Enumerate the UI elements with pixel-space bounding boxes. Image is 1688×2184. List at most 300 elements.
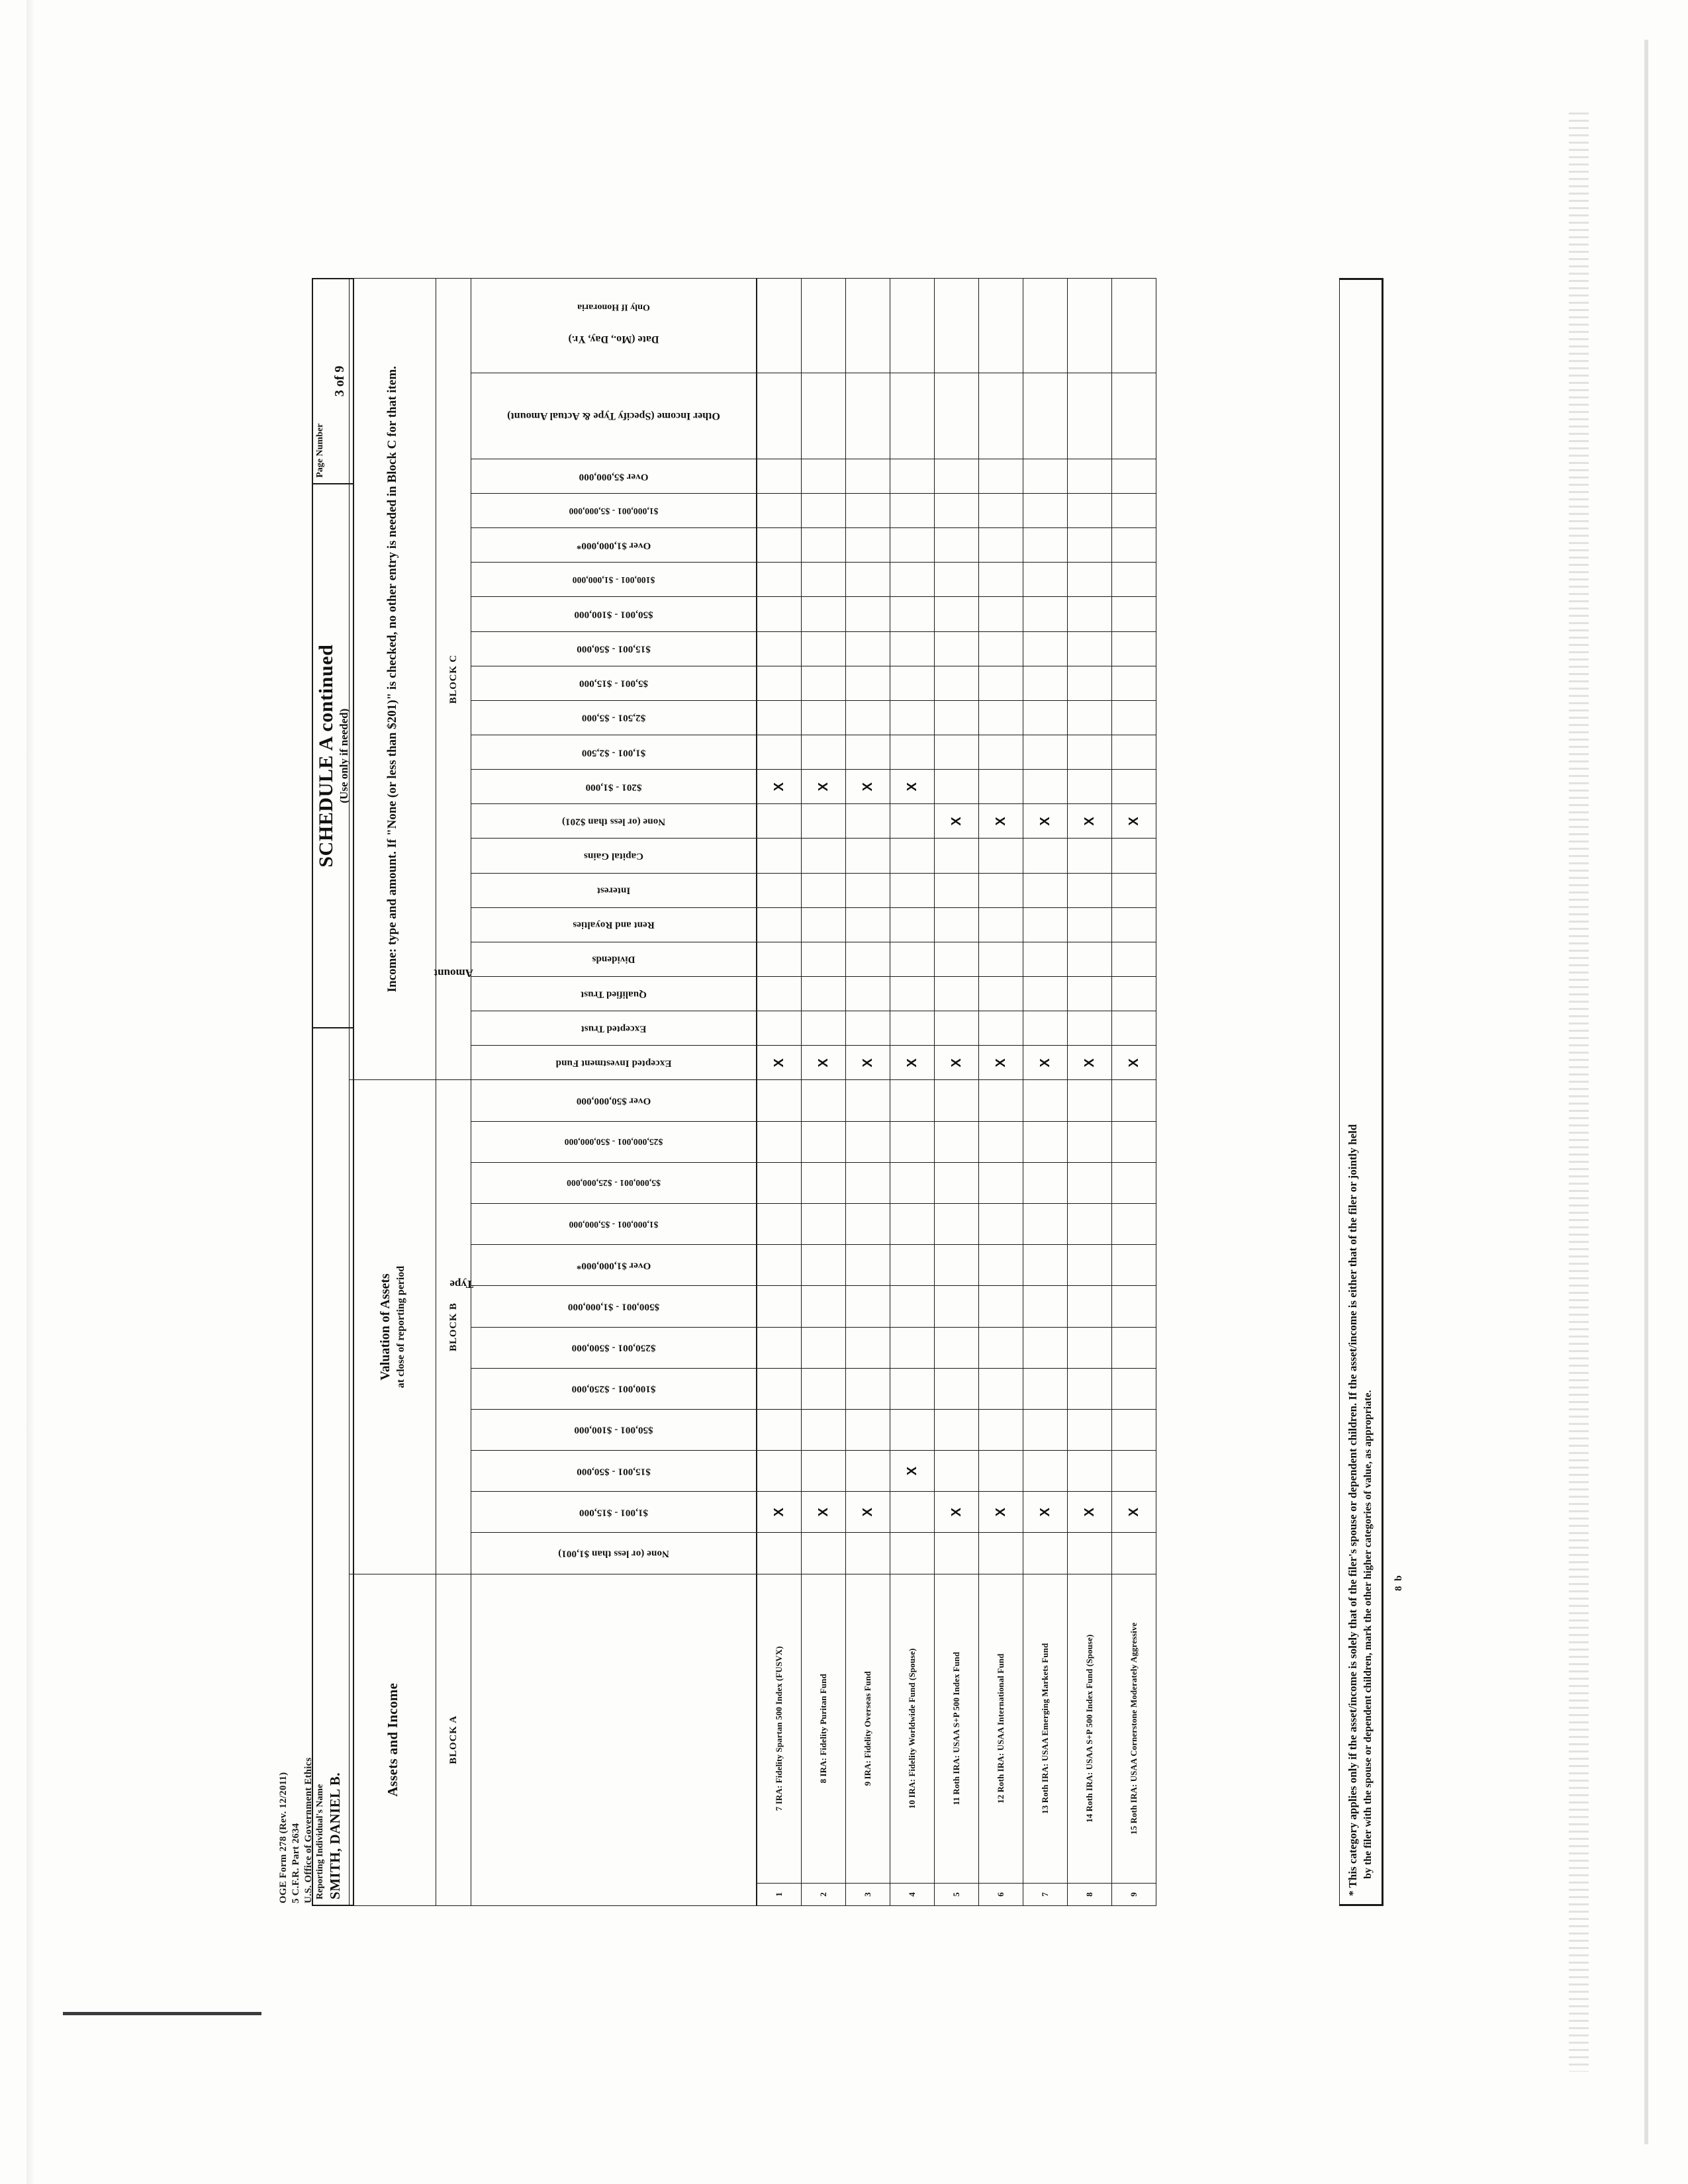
cell-c-qualified-trust[interactable] [1112, 977, 1156, 1011]
cell-c-capital-gains[interactable] [802, 839, 846, 873]
cell-b-15001-50000[interactable] [935, 1451, 979, 1492]
cell-b-none[interactable] [979, 1533, 1023, 1574]
cell-c-dividends[interactable] [1023, 942, 1068, 976]
cell-c-capital-gains[interactable] [846, 839, 890, 873]
cell-c-excepted-trust[interactable] [1023, 1011, 1068, 1046]
cell-c-amt-over-5000000[interactable] [890, 459, 935, 493]
cell-c-other-income[interactable] [1068, 373, 1112, 459]
cell-c-amt-100001-1000000[interactable] [935, 563, 979, 597]
cell-c-amt-none[interactable] [935, 804, 979, 839]
cell-b-none[interactable] [757, 1533, 802, 1574]
cell-c-amt-none[interactable] [846, 804, 890, 839]
asset-description[interactable]: 15 Roth IRA: USAA Cornerstone Moderately Aggressive [1112, 1574, 1156, 1883]
cell-c-amt-2501-5000[interactable] [935, 700, 979, 735]
table-row[interactable] [935, 279, 979, 1906]
cell-b-over-1000000[interactable] [802, 1245, 846, 1286]
cell-c-amt-15001-50000[interactable] [979, 631, 1023, 666]
cell-b-50001-100000[interactable] [935, 1409, 979, 1450]
cell-c-amt-over-1000000[interactable] [979, 528, 1023, 563]
cell-b-250001-500000[interactable] [757, 1327, 802, 1368]
cell-b-1001-15000[interactable] [979, 1492, 1023, 1533]
cell-b-5000001-25000000[interactable] [846, 1162, 890, 1203]
cell-b-none[interactable] [1023, 1533, 1068, 1574]
cell-b-100001-250000[interactable] [757, 1368, 802, 1409]
cell-b-over-1000000[interactable] [1023, 1245, 1068, 1286]
cell-c-amt-over-1000000[interactable] [1068, 528, 1112, 563]
cell-c-amt-1001-2500[interactable] [846, 735, 890, 770]
cell-c-interest[interactable] [1068, 873, 1112, 907]
cell-c-amt-none[interactable] [1068, 804, 1112, 839]
cell-b-50001-100000[interactable] [979, 1409, 1023, 1450]
cell-b-1000001-5000000[interactable] [979, 1204, 1023, 1245]
cell-c-date[interactable] [935, 279, 979, 373]
cell-c-amt-100001-1000000[interactable] [1112, 563, 1156, 597]
cell-b-5000001-25000000[interactable] [757, 1162, 802, 1203]
cell-b-500001-1000000[interactable] [1112, 1286, 1156, 1327]
cell-b-5000001-25000000[interactable] [1023, 1162, 1068, 1203]
cell-b-100001-250000[interactable] [846, 1368, 890, 1409]
cell-c-amt-100001-1000000[interactable] [802, 563, 846, 597]
cell-b-50001-100000[interactable] [1112, 1409, 1156, 1450]
cell-b-15001-50000[interactable] [846, 1451, 890, 1492]
cell-b-none[interactable] [846, 1533, 890, 1574]
cell-b-over-1000000[interactable] [1112, 1245, 1156, 1286]
cell-b-25000001-50000000[interactable] [1023, 1121, 1068, 1162]
cell-c-date[interactable] [1068, 279, 1112, 373]
cell-c-qualified-trust[interactable] [1023, 977, 1068, 1011]
cell-b-25000001-50000000[interactable] [757, 1121, 802, 1162]
cell-c-excepted-trust[interactable] [1068, 1011, 1112, 1046]
cell-c-amt-over-5000000[interactable] [1023, 459, 1068, 493]
cell-c-eif[interactable] [1023, 1046, 1068, 1080]
cell-b-250001-500000[interactable] [1023, 1327, 1068, 1368]
cell-c-capital-gains[interactable] [1112, 839, 1156, 873]
cell-b-100001-250000[interactable] [1068, 1368, 1112, 1409]
cell-c-amt-15001-50000[interactable] [846, 631, 890, 666]
cell-c-amt-2501-5000[interactable] [979, 700, 1023, 735]
cell-c-amt-none[interactable] [757, 804, 802, 839]
cell-b-1001-15000[interactable] [802, 1492, 846, 1533]
cell-c-dividends[interactable] [935, 942, 979, 976]
asset-description[interactable]: 7 IRA: Fidelity Spartan 500 Index (FUSVX) [757, 1574, 802, 1883]
cell-b-25000001-50000000[interactable] [1112, 1121, 1156, 1162]
cell-b-1001-15000[interactable] [1068, 1492, 1112, 1533]
cell-b-50001-100000[interactable] [1068, 1409, 1112, 1450]
cell-c-amt-over-5000000[interactable] [757, 459, 802, 493]
cell-c-date[interactable] [802, 279, 846, 373]
cell-c-amt-over-5000000[interactable] [802, 459, 846, 493]
cell-c-capital-gains[interactable] [1068, 839, 1112, 873]
cell-c-rent-royalties[interactable] [935, 907, 979, 942]
cell-b-500001-1000000[interactable] [935, 1286, 979, 1327]
cell-c-amt-5001-15000[interactable] [935, 666, 979, 700]
cell-c-amt-100001-1000000[interactable] [979, 563, 1023, 597]
cell-c-date[interactable] [979, 279, 1023, 373]
cell-b-50001-100000[interactable] [846, 1409, 890, 1450]
cell-c-qualified-trust[interactable] [935, 977, 979, 1011]
cell-c-amt-1000001-5000000[interactable] [1068, 494, 1112, 528]
table-row[interactable] [1023, 279, 1068, 1906]
cell-b-250001-500000[interactable] [890, 1327, 935, 1368]
cell-c-amt-201-1000[interactable] [1112, 770, 1156, 804]
cell-b-500001-1000000[interactable] [1023, 1286, 1068, 1327]
cell-c-amt-50001-100000[interactable] [757, 597, 802, 631]
cell-c-other-income[interactable] [890, 373, 935, 459]
cell-c-interest[interactable] [890, 873, 935, 907]
cell-b-25000001-50000000[interactable] [802, 1121, 846, 1162]
cell-c-amt-50001-100000[interactable] [1112, 597, 1156, 631]
cell-b-1000001-5000000[interactable] [935, 1204, 979, 1245]
cell-c-amt-100001-1000000[interactable] [757, 563, 802, 597]
cell-c-excepted-trust[interactable] [846, 1011, 890, 1046]
asset-description[interactable]: 10 IRA: Fidelity Worldwide Fund (Spouse) [890, 1574, 935, 1883]
cell-b-100001-250000[interactable] [890, 1368, 935, 1409]
cell-c-rent-royalties[interactable] [1068, 907, 1112, 942]
cell-c-amt-15001-50000[interactable] [890, 631, 935, 666]
cell-c-amt-2501-5000[interactable] [1068, 700, 1112, 735]
cell-b-25000001-50000000[interactable] [979, 1121, 1023, 1162]
cell-c-qualified-trust[interactable] [1068, 977, 1112, 1011]
cell-c-dividends[interactable] [979, 942, 1023, 976]
cell-c-amt-over-1000000[interactable] [935, 528, 979, 563]
cell-c-amt-1001-2500[interactable] [1068, 735, 1112, 770]
cell-c-amt-201-1000[interactable] [1023, 770, 1068, 804]
cell-c-date[interactable] [890, 279, 935, 373]
cell-c-amt-over-5000000[interactable] [1112, 459, 1156, 493]
cell-b-1000001-5000000[interactable] [1068, 1204, 1112, 1245]
cell-b-over-50000000[interactable] [802, 1080, 846, 1121]
cell-c-amt-none[interactable] [802, 804, 846, 839]
table-row[interactable] [1112, 279, 1156, 1906]
cell-b-5000001-25000000[interactable] [935, 1162, 979, 1203]
cell-b-none[interactable] [935, 1533, 979, 1574]
cell-c-other-income[interactable] [846, 373, 890, 459]
cell-b-250001-500000[interactable] [1112, 1327, 1156, 1368]
cell-c-amt-over-1000000[interactable] [1112, 528, 1156, 563]
cell-c-capital-gains[interactable] [757, 839, 802, 873]
cell-c-amt-none[interactable] [890, 804, 935, 839]
cell-c-amt-1000001-5000000[interactable] [1023, 494, 1068, 528]
cell-c-rent-royalties[interactable] [846, 907, 890, 942]
cell-c-amt-201-1000[interactable] [935, 770, 979, 804]
cell-c-qualified-trust[interactable] [890, 977, 935, 1011]
cell-c-other-income[interactable] [802, 373, 846, 459]
cell-c-amt-50001-100000[interactable] [979, 597, 1023, 631]
cell-b-none[interactable] [802, 1533, 846, 1574]
cell-b-50001-100000[interactable] [890, 1409, 935, 1450]
cell-c-amt-15001-50000[interactable] [757, 631, 802, 666]
cell-c-eif[interactable] [1112, 1046, 1156, 1080]
cell-b-1001-15000[interactable] [846, 1492, 890, 1533]
cell-b-500001-1000000[interactable] [757, 1286, 802, 1327]
cell-c-excepted-trust[interactable] [935, 1011, 979, 1046]
cell-c-date[interactable] [846, 279, 890, 373]
cell-b-15001-50000[interactable] [1112, 1451, 1156, 1492]
asset-description[interactable]: 9 IRA: Fidelity Overseas Fund [846, 1574, 890, 1883]
cell-b-100001-250000[interactable] [802, 1368, 846, 1409]
cell-c-amt-1000001-5000000[interactable] [1112, 494, 1156, 528]
cell-b-over-1000000[interactable] [1068, 1245, 1112, 1286]
cell-c-amt-100001-1000000[interactable] [1068, 563, 1112, 597]
cell-b-none[interactable] [1068, 1533, 1112, 1574]
cell-c-amt-15001-50000[interactable] [1023, 631, 1068, 666]
cell-c-amt-5001-15000[interactable] [890, 666, 935, 700]
cell-c-amt-over-1000000[interactable] [757, 528, 802, 563]
cell-c-interest[interactable] [1112, 873, 1156, 907]
cell-c-amt-1000001-5000000[interactable] [979, 494, 1023, 528]
cell-c-amt-1000001-5000000[interactable] [757, 494, 802, 528]
cell-c-dividends[interactable] [890, 942, 935, 976]
cell-b-none[interactable] [890, 1533, 935, 1574]
cell-b-50001-100000[interactable] [802, 1409, 846, 1450]
cell-c-eif[interactable] [802, 1046, 846, 1080]
cell-c-amt-1000001-5000000[interactable] [802, 494, 846, 528]
cell-b-15001-50000[interactable] [757, 1451, 802, 1492]
table-row[interactable] [1068, 279, 1112, 1906]
cell-c-capital-gains[interactable] [979, 839, 1023, 873]
cell-b-25000001-50000000[interactable] [935, 1121, 979, 1162]
cell-b-over-1000000[interactable] [935, 1245, 979, 1286]
cell-c-amt-100001-1000000[interactable] [1023, 563, 1068, 597]
cell-c-amt-2501-5000[interactable] [890, 700, 935, 735]
cell-b-5000001-25000000[interactable] [1068, 1162, 1112, 1203]
cell-c-amt-5001-15000[interactable] [1112, 666, 1156, 700]
cell-b-25000001-50000000[interactable] [846, 1121, 890, 1162]
cell-c-amt-5001-15000[interactable] [846, 666, 890, 700]
cell-b-over-50000000[interactable] [979, 1080, 1023, 1121]
cell-c-amt-1001-2500[interactable] [890, 735, 935, 770]
cell-c-amt-over-5000000[interactable] [846, 459, 890, 493]
cell-c-dividends[interactable] [802, 942, 846, 976]
cell-b-1000001-5000000[interactable] [1112, 1204, 1156, 1245]
cell-c-qualified-trust[interactable] [979, 977, 1023, 1011]
cell-b-over-50000000[interactable] [846, 1080, 890, 1121]
cell-b-over-50000000[interactable] [757, 1080, 802, 1121]
cell-c-amt-50001-100000[interactable] [890, 597, 935, 631]
cell-b-15001-50000[interactable] [890, 1451, 935, 1492]
cell-c-dividends[interactable] [1068, 942, 1112, 976]
cell-c-amt-50001-100000[interactable] [935, 597, 979, 631]
cell-c-amt-1000001-5000000[interactable] [935, 494, 979, 528]
cell-c-interest[interactable] [757, 873, 802, 907]
cell-c-amt-2501-5000[interactable] [1023, 700, 1068, 735]
cell-c-amt-over-5000000[interactable] [979, 459, 1023, 493]
cell-b-over-1000000[interactable] [890, 1245, 935, 1286]
table-row[interactable] [979, 279, 1023, 1906]
cell-c-interest[interactable] [846, 873, 890, 907]
cell-b-500001-1000000[interactable] [1068, 1286, 1112, 1327]
cell-c-rent-royalties[interactable] [757, 907, 802, 942]
cell-c-capital-gains[interactable] [1023, 839, 1068, 873]
cell-b-1001-15000[interactable] [890, 1492, 935, 1533]
cell-c-qualified-trust[interactable] [757, 977, 802, 1011]
cell-c-amt-over-5000000[interactable] [935, 459, 979, 493]
cell-c-amt-1001-2500[interactable] [757, 735, 802, 770]
cell-c-amt-2501-5000[interactable] [846, 700, 890, 735]
cell-c-amt-over-1000000[interactable] [1023, 528, 1068, 563]
cell-b-5000001-25000000[interactable] [979, 1162, 1023, 1203]
cell-c-excepted-trust[interactable] [802, 1011, 846, 1046]
cell-c-amt-201-1000[interactable] [979, 770, 1023, 804]
cell-b-15001-50000[interactable] [1068, 1451, 1112, 1492]
cell-c-excepted-trust[interactable] [1112, 1011, 1156, 1046]
cell-b-over-50000000[interactable] [1023, 1080, 1068, 1121]
cell-c-qualified-trust[interactable] [846, 977, 890, 1011]
cell-c-interest[interactable] [802, 873, 846, 907]
cell-c-amt-5001-15000[interactable] [1068, 666, 1112, 700]
asset-description[interactable]: 11 Roth IRA: USAA S+P 500 Index Fund [935, 1574, 979, 1883]
asset-description[interactable]: 8 IRA: Fidelity Puritan Fund [802, 1574, 846, 1883]
cell-c-amt-15001-50000[interactable] [1112, 631, 1156, 666]
cell-b-1001-15000[interactable] [757, 1492, 802, 1533]
cell-b-500001-1000000[interactable] [802, 1286, 846, 1327]
cell-c-amt-none[interactable] [1023, 804, 1068, 839]
cell-c-amt-50001-100000[interactable] [802, 597, 846, 631]
cell-b-250001-500000[interactable] [979, 1327, 1023, 1368]
cell-c-amt-50001-100000[interactable] [1068, 597, 1112, 631]
cell-c-amt-15001-50000[interactable] [935, 631, 979, 666]
cell-b-1000001-5000000[interactable] [1023, 1204, 1068, 1245]
cell-c-date[interactable] [1112, 279, 1156, 373]
cell-b-15001-50000[interactable] [979, 1451, 1023, 1492]
cell-c-amt-201-1000[interactable] [1068, 770, 1112, 804]
cell-b-500001-1000000[interactable] [890, 1286, 935, 1327]
cell-c-other-income[interactable] [935, 373, 979, 459]
table-row[interactable] [890, 279, 935, 1906]
cell-c-amt-over-5000000[interactable] [1068, 459, 1112, 493]
cell-c-amt-201-1000[interactable] [757, 770, 802, 804]
cell-b-5000001-25000000[interactable] [890, 1162, 935, 1203]
cell-c-amt-1000001-5000000[interactable] [846, 494, 890, 528]
cell-c-amt-201-1000[interactable] [890, 770, 935, 804]
cell-c-amt-2501-5000[interactable] [1112, 700, 1156, 735]
cell-b-100001-250000[interactable] [1023, 1368, 1068, 1409]
cell-c-amt-1000001-5000000[interactable] [890, 494, 935, 528]
cell-c-eif[interactable] [846, 1046, 890, 1080]
cell-c-amt-over-1000000[interactable] [890, 528, 935, 563]
cell-c-interest[interactable] [935, 873, 979, 907]
cell-c-capital-gains[interactable] [935, 839, 979, 873]
asset-description[interactable]: 14 Roth IRA: USAA S+P 500 Index Fund (Spouse) [1068, 1574, 1112, 1883]
cell-b-250001-500000[interactable] [935, 1327, 979, 1368]
cell-c-eif[interactable] [935, 1046, 979, 1080]
cell-b-1001-15000[interactable] [1112, 1492, 1156, 1533]
cell-b-100001-250000[interactable] [979, 1368, 1023, 1409]
cell-b-over-50000000[interactable] [1068, 1080, 1112, 1121]
table-row[interactable] [802, 279, 846, 1906]
cell-c-amt-201-1000[interactable] [846, 770, 890, 804]
cell-c-amt-50001-100000[interactable] [1023, 597, 1068, 631]
cell-b-250001-500000[interactable] [846, 1327, 890, 1368]
cell-c-amt-50001-100000[interactable] [846, 597, 890, 631]
cell-b-over-50000000[interactable] [935, 1080, 979, 1121]
cell-c-capital-gains[interactable] [890, 839, 935, 873]
cell-c-other-income[interactable] [979, 373, 1023, 459]
cell-c-amt-5001-15000[interactable] [802, 666, 846, 700]
cell-c-other-income[interactable] [1112, 373, 1156, 459]
asset-description[interactable]: 12 Roth IRA: USAA International Fund [979, 1574, 1023, 1883]
cell-c-other-income[interactable] [757, 373, 802, 459]
cell-b-50001-100000[interactable] [757, 1409, 802, 1450]
cell-c-amt-15001-50000[interactable] [1068, 631, 1112, 666]
cell-c-amt-5001-15000[interactable] [979, 666, 1023, 700]
cell-c-amt-5001-15000[interactable] [1023, 666, 1068, 700]
cell-c-qualified-trust[interactable] [802, 977, 846, 1011]
cell-b-5000001-25000000[interactable] [802, 1162, 846, 1203]
cell-c-amt-1001-2500[interactable] [935, 735, 979, 770]
cell-c-eif[interactable] [757, 1046, 802, 1080]
cell-c-date[interactable] [1023, 279, 1068, 373]
cell-c-amt-none[interactable] [1112, 804, 1156, 839]
cell-c-rent-royalties[interactable] [1112, 907, 1156, 942]
cell-b-50001-100000[interactable] [1023, 1409, 1068, 1450]
cell-b-15001-50000[interactable] [802, 1451, 846, 1492]
cell-b-over-1000000[interactable] [757, 1245, 802, 1286]
cell-b-1000001-5000000[interactable] [846, 1204, 890, 1245]
cell-b-500001-1000000[interactable] [846, 1286, 890, 1327]
cell-c-rent-royalties[interactable] [979, 907, 1023, 942]
cell-b-over-50000000[interactable] [1112, 1080, 1156, 1121]
cell-b-250001-500000[interactable] [1068, 1327, 1112, 1368]
cell-c-excepted-trust[interactable] [757, 1011, 802, 1046]
cell-c-date[interactable] [757, 279, 802, 373]
cell-b-1000001-5000000[interactable] [890, 1204, 935, 1245]
cell-c-amt-1001-2500[interactable] [1023, 735, 1068, 770]
cell-c-dividends[interactable] [1112, 942, 1156, 976]
cell-b-over-1000000[interactable] [979, 1245, 1023, 1286]
cell-c-interest[interactable] [1023, 873, 1068, 907]
table-row[interactable] [846, 279, 890, 1906]
cell-c-dividends[interactable] [846, 942, 890, 976]
asset-description[interactable]: 13 Roth IRA: USAA Emerging Markets Fund [1023, 1574, 1068, 1883]
cell-c-rent-royalties[interactable] [1023, 907, 1068, 942]
cell-b-over-50000000[interactable] [890, 1080, 935, 1121]
cell-b-100001-250000[interactable] [1112, 1368, 1156, 1409]
cell-c-eif[interactable] [1068, 1046, 1112, 1080]
cell-c-amt-5001-15000[interactable] [757, 666, 802, 700]
cell-c-amt-1001-2500[interactable] [802, 735, 846, 770]
cell-c-amt-2501-5000[interactable] [802, 700, 846, 735]
cell-c-excepted-trust[interactable] [890, 1011, 935, 1046]
cell-c-amt-none[interactable] [979, 804, 1023, 839]
cell-b-15001-50000[interactable] [1023, 1451, 1068, 1492]
cell-b-500001-1000000[interactable] [979, 1286, 1023, 1327]
cell-b-25000001-50000000[interactable] [890, 1121, 935, 1162]
cell-c-amt-1001-2500[interactable] [979, 735, 1023, 770]
cell-b-1001-15000[interactable] [1023, 1492, 1068, 1533]
cell-c-amt-15001-50000[interactable] [802, 631, 846, 666]
cell-c-amt-2501-5000[interactable] [757, 700, 802, 735]
cell-c-amt-201-1000[interactable] [802, 770, 846, 804]
table-row[interactable] [757, 279, 802, 1906]
cell-c-rent-royalties[interactable] [802, 907, 846, 942]
cell-c-other-income[interactable] [1023, 373, 1068, 459]
cell-c-dividends[interactable] [757, 942, 802, 976]
cell-b-1001-15000[interactable] [935, 1492, 979, 1533]
cell-b-over-1000000[interactable] [846, 1245, 890, 1286]
cell-c-amt-100001-1000000[interactable] [890, 563, 935, 597]
cell-b-1000001-5000000[interactable] [757, 1204, 802, 1245]
cell-c-eif[interactable] [979, 1046, 1023, 1080]
cell-c-interest[interactable] [979, 873, 1023, 907]
cell-b-none[interactable] [1112, 1533, 1156, 1574]
cell-c-eif[interactable] [890, 1046, 935, 1080]
cell-c-amt-1001-2500[interactable] [1112, 735, 1156, 770]
cell-b-1000001-5000000[interactable] [802, 1204, 846, 1245]
cell-b-25000001-50000000[interactable] [1068, 1121, 1112, 1162]
cell-c-rent-royalties[interactable] [890, 907, 935, 942]
cell-b-100001-250000[interactable] [935, 1368, 979, 1409]
